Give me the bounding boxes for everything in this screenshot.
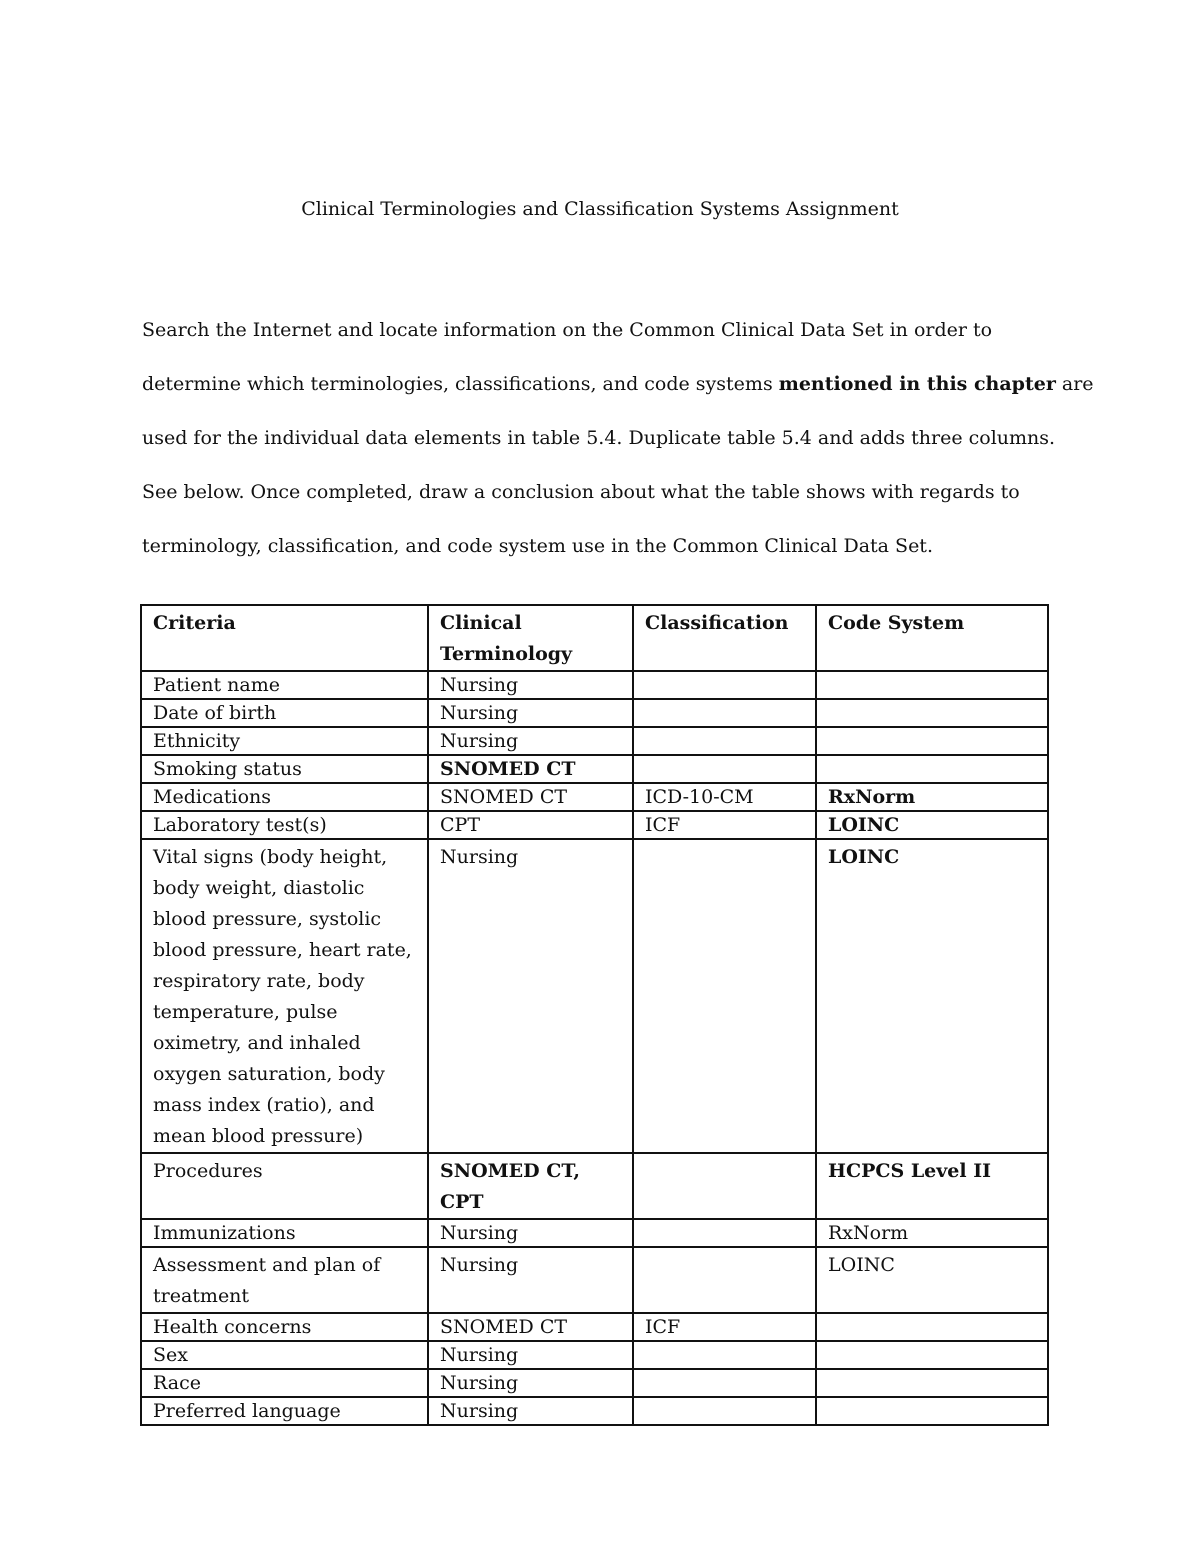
paragraph-line: See below. Once completed, draw a conclusion about what the table shows with regards to (142, 481, 1020, 503)
table-row (141, 811, 1048, 839)
table-header-row (141, 605, 1048, 671)
header-clinical-terminology: Clinical Terminology (428, 605, 633, 671)
cell-terminology: Nursing (428, 699, 633, 727)
cell-terminology: SNOMED CT, CPT (428, 1153, 633, 1219)
cell-criteria: Medications (141, 783, 428, 811)
paragraph-line (142, 357, 1094, 411)
cell-criteria: Vital signs (body height, body weight, diastolic blood pressure, systolic blood pressure, heart rate, respiratory rate, body temperature, pulse oximetry, and inhaled oxygen saturation, body mass index (ratio), and mean blood pressure) (141, 839, 428, 1153)
cell-classification (633, 1219, 816, 1247)
cell-code-system (816, 671, 1048, 699)
cell-code-system (816, 1341, 1048, 1369)
cell-code-system: HCPCS Level II (816, 1153, 1048, 1219)
cell-classification (633, 727, 816, 755)
cell-criteria: Sex (141, 1341, 428, 1369)
cell-classification (633, 1369, 816, 1397)
cell-criteria: Race (141, 1369, 428, 1397)
cell-code-system: RxNorm (816, 783, 1048, 811)
paragraph-line: used for the individual data elements in table 5.4. Duplicate table 5.4 and adds three columns. (142, 427, 1056, 449)
cell-terminology: SNOMED CT (428, 1313, 633, 1341)
cell-classification (633, 755, 816, 783)
cell-terminology: Nursing (428, 1341, 633, 1369)
cell-terminology: Nursing (428, 839, 633, 1153)
cell-classification (633, 1247, 816, 1313)
paragraph-line: terminology, classification, and code system use in the Common Clinical Data Set. (142, 535, 933, 557)
cell-terminology: CPT (428, 811, 633, 839)
table-row (141, 671, 1048, 699)
cell-code-system (816, 755, 1048, 783)
cell-criteria: Health concerns (141, 1313, 428, 1341)
table-row (141, 839, 1048, 1153)
cell-code-system (816, 1369, 1048, 1397)
cell-terminology: Nursing (428, 1247, 633, 1313)
terminology-table (140, 604, 1049, 1426)
cell-classification (633, 699, 816, 727)
cell-criteria: Procedures (141, 1153, 428, 1219)
cell-classification: ICF (633, 1313, 816, 1341)
table-row (141, 783, 1048, 811)
paragraph-text: are (1055, 373, 1094, 395)
cell-code-system: LOINC (816, 1247, 1048, 1313)
table-row (141, 1341, 1048, 1369)
table-row (141, 1247, 1048, 1313)
cell-classification (633, 671, 816, 699)
cell-terminology: Nursing (428, 1369, 633, 1397)
header-code-system: Code System (816, 605, 1048, 671)
document-title: Clinical Terminologies and Classification Systems Assignment (301, 198, 899, 220)
table-row (141, 1219, 1048, 1247)
cell-code-system (816, 699, 1048, 727)
cell-terminology: SNOMED CT (428, 783, 633, 811)
table-row (141, 727, 1048, 755)
table-row (141, 1313, 1048, 1341)
cell-terminology: Nursing (428, 1219, 633, 1247)
cell-code-system (816, 727, 1048, 755)
cell-code-system: RxNorm (816, 1219, 1048, 1247)
paragraph-line: Search the Internet and locate information on the Common Clinical Data Set in order to (142, 319, 993, 341)
table-row (141, 1369, 1048, 1397)
cell-criteria: Patient name (141, 671, 428, 699)
cell-code-system (816, 1397, 1048, 1425)
cell-code-system: LOINC (816, 839, 1048, 1153)
cell-terminology: Nursing (428, 671, 633, 699)
cell-classification (633, 839, 816, 1153)
cell-code-system (816, 1313, 1048, 1341)
cell-criteria: Preferred language (141, 1397, 428, 1425)
table-row (141, 1397, 1048, 1425)
cell-code-system: LOINC (816, 811, 1048, 839)
instructions-paragraph (142, 303, 1094, 573)
cell-classification (633, 1397, 816, 1425)
cell-classification (633, 1341, 816, 1369)
cell-criteria: Laboratory test(s) (141, 811, 428, 839)
table-row (141, 699, 1048, 727)
cell-criteria: Date of birth (141, 699, 428, 727)
cell-terminology: Nursing (428, 727, 633, 755)
cell-criteria: Immunizations (141, 1219, 428, 1247)
header-criteria: Criteria (141, 605, 428, 671)
cell-classification: ICF (633, 811, 816, 839)
cell-terminology: Nursing (428, 1397, 633, 1425)
paragraph-emphasis: mentioned in this chapter (778, 373, 1056, 395)
cell-criteria: Ethnicity (141, 727, 428, 755)
cell-terminology: SNOMED CT (428, 755, 633, 783)
cell-classification (633, 1153, 816, 1219)
cell-criteria: Smoking status (141, 755, 428, 783)
table-row (141, 755, 1048, 783)
table-row (141, 1153, 1048, 1219)
header-classification: Classification (633, 605, 816, 671)
paragraph-text: determine which terminologies, classifications, and code systems (142, 373, 779, 395)
cell-criteria: Assessment and plan of treatment (141, 1247, 428, 1313)
cell-classification: ICD-10-CM (633, 783, 816, 811)
